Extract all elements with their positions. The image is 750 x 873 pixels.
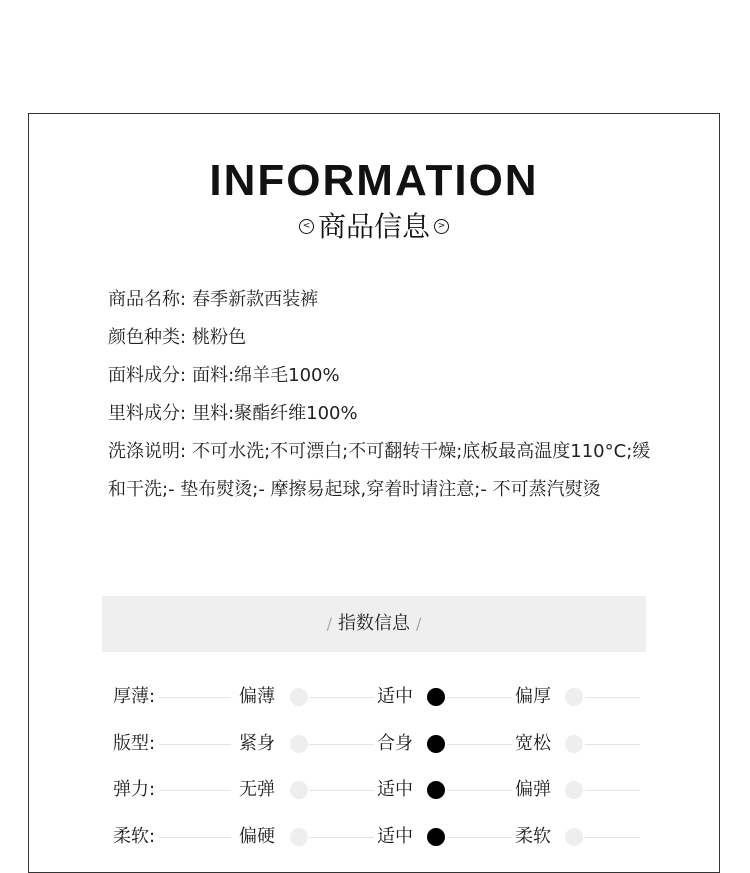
unselected-dot-icon bbox=[565, 688, 583, 706]
index-row bbox=[29, 775, 719, 805]
selected-dot-icon bbox=[427, 781, 445, 799]
index-divider-line bbox=[447, 837, 512, 838]
detail-key: 面料成分: bbox=[108, 365, 187, 386]
subtitle-text: 商品信息 bbox=[317, 210, 430, 243]
detail-value: 桃粉色 bbox=[192, 327, 247, 348]
selected-dot-icon bbox=[427, 828, 445, 846]
detail-row-color bbox=[108, 319, 668, 357]
index-label: 柔软: bbox=[113, 825, 156, 847]
index-option-label: 无弹 bbox=[239, 779, 275, 800]
index-divider-line bbox=[585, 697, 640, 698]
detail-key: 洗涤说明: bbox=[108, 441, 187, 462]
index-option-label: 偏薄 bbox=[239, 686, 275, 707]
detail-key: 商品名称: bbox=[108, 289, 187, 310]
slash-left: / bbox=[326, 614, 332, 633]
page-title: INFORMATION bbox=[209, 156, 539, 205]
unselected-dot-icon bbox=[565, 781, 583, 799]
detail-row-lining bbox=[108, 395, 668, 433]
arrow-right-icon: > bbox=[434, 219, 449, 234]
product-info-card bbox=[28, 113, 720, 873]
detail-key: 里料成分: bbox=[108, 403, 187, 424]
slash-right: / bbox=[416, 614, 422, 633]
index-divider-line bbox=[309, 790, 374, 791]
index-divider-line bbox=[585, 744, 640, 745]
index-divider-line bbox=[159, 744, 231, 745]
selected-dot-icon bbox=[427, 735, 445, 753]
index-option-label: 偏厚 bbox=[515, 686, 551, 707]
index-label: 版型: bbox=[113, 732, 156, 754]
index-row bbox=[29, 682, 719, 712]
index-label: 厚薄: bbox=[113, 686, 156, 707]
index-option-label: 柔软 bbox=[515, 825, 551, 847]
index-option-label: 宽松 bbox=[515, 732, 551, 754]
detail-value: 春季新款西装裤 bbox=[192, 289, 319, 310]
index-divider-line bbox=[447, 744, 512, 745]
unselected-dot-icon bbox=[290, 688, 308, 706]
unselected-dot-icon bbox=[290, 781, 308, 799]
index-section-header bbox=[102, 596, 646, 652]
detail-value: 里料:聚酯纤维100% bbox=[192, 403, 358, 424]
page-subtitle bbox=[29, 210, 719, 244]
index-row bbox=[29, 822, 719, 852]
index-option-label: 紧身 bbox=[239, 732, 275, 754]
index-divider-line bbox=[159, 790, 231, 791]
detail-key: 颜色种类: bbox=[108, 327, 187, 348]
detail-value: 面料:绵羊毛100% bbox=[192, 365, 340, 386]
unselected-dot-icon bbox=[565, 828, 583, 846]
selected-dot-icon bbox=[427, 688, 445, 706]
product-details bbox=[108, 281, 668, 509]
index-divider-line bbox=[309, 837, 374, 838]
arrow-left-icon: < bbox=[299, 219, 314, 234]
detail-row-name bbox=[108, 281, 668, 319]
unselected-dot-icon bbox=[565, 735, 583, 753]
index-option-label: 合身 bbox=[377, 732, 413, 754]
index-divider-line bbox=[585, 790, 640, 791]
index-divider-line bbox=[309, 744, 374, 745]
index-divider-line bbox=[159, 837, 231, 838]
index-option-label: 适中 bbox=[377, 825, 413, 847]
index-option-label: 偏硬 bbox=[239, 825, 275, 847]
unselected-dot-icon bbox=[290, 828, 308, 846]
index-section-title: 指数信息 bbox=[338, 613, 410, 634]
index-divider-line bbox=[585, 837, 640, 838]
index-divider-line bbox=[309, 697, 374, 698]
detail-row-fabric bbox=[108, 357, 668, 395]
detail-value: 不可水洗;不可漂白;不可翻转干燥;底板最高温度110°C;缓和干洗;- 垫布熨烫;- 摩擦易起球,穿着时请注意;- 不可蒸汽熨烫 bbox=[108, 441, 651, 500]
index-divider-line bbox=[159, 697, 231, 698]
index-row bbox=[29, 729, 719, 759]
unselected-dot-icon bbox=[290, 735, 308, 753]
index-label: 弹力: bbox=[113, 779, 156, 800]
index-option-label: 偏弹 bbox=[515, 779, 551, 800]
detail-row-care bbox=[108, 433, 668, 509]
index-option-label: 适中 bbox=[377, 779, 413, 800]
index-divider-line bbox=[447, 790, 512, 791]
index-divider-line bbox=[447, 697, 512, 698]
index-option-label: 适中 bbox=[377, 686, 413, 707]
